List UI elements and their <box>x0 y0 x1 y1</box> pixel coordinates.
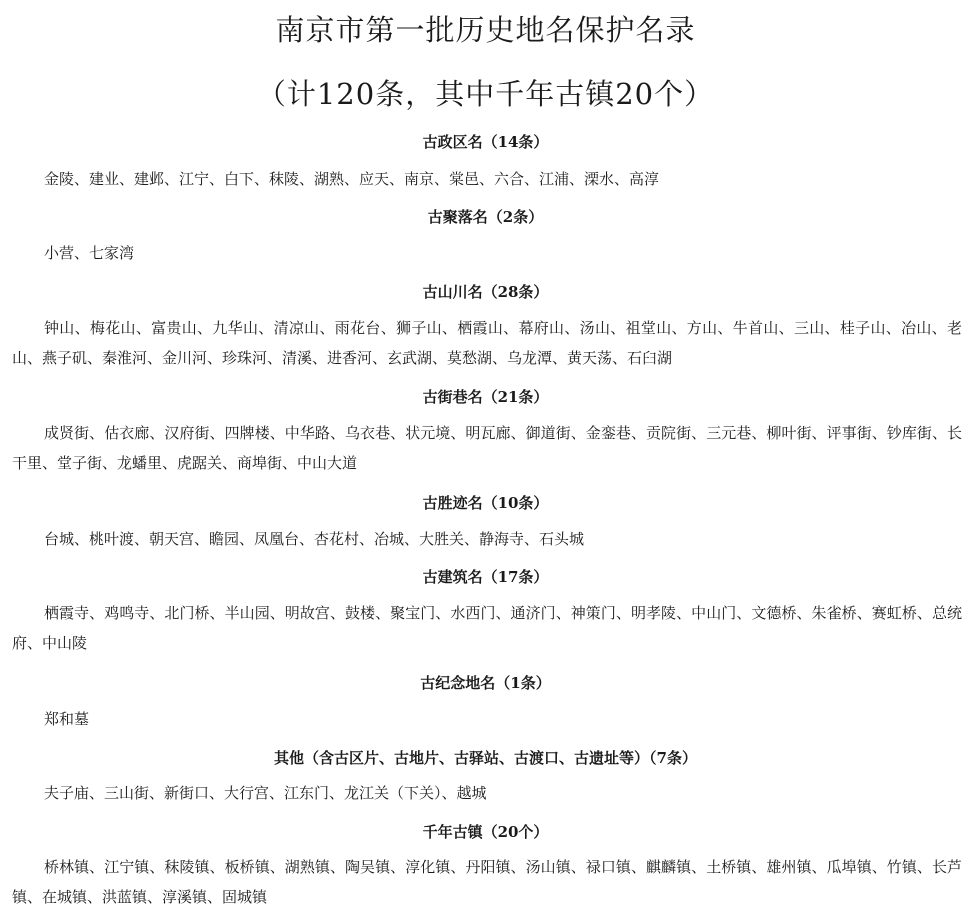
section-heading-ancient-settlement: 古聚落名（2条） <box>427 208 544 226</box>
section-content-ancient-mountains-rivers: 钟山、梅花山、富贵山、九华山、清凉山、雨花台、狮子山、栖霞山、幕府山、汤山、祖堂山、方山、牛首山、三山、桂子山、冶山、老山、燕子矶、秦淮河、金川河、珍珠河、清溪、进香河、玄武湖、莫愁湖、乌龙潭、黄天荡、石臼湖 <box>12 319 962 367</box>
section-content-others: 夫子庙、三山街、新街口、大行宫、江东门、龙江关（下关）、越城 <box>44 784 487 802</box>
section-heading-ancient-sites: 古胜迹名（10条） <box>422 494 549 512</box>
section-content-ancient-buildings: 栖霞寺、鸡鸣寺、北门桥、半山园、明故宫、鼓楼、聚宝门、水西门、通济门、神策门、明孝陵、中山门、文德桥、朱雀桥、赛虹桥、总统府、中山陵 <box>12 604 962 652</box>
section-content-millennium-towns: 桥林镇、江宁镇、秣陵镇、板桥镇、湖熟镇、陶吴镇、淳化镇、丹阳镇、汤山镇、禄口镇、麒麟镇、土桥镇、雄州镇、瓜埠镇、竹镇、长芦镇、在城镇、洪蓝镇、淳溪镇、固城镇 <box>12 858 962 906</box>
page-subtitle: （计120条，其中千年古镇20个） <box>256 77 715 111</box>
section-heading-ancient-buildings: 古建筑名（17条） <box>422 568 549 586</box>
section-heading-millennium-towns: 千年古镇（20个） <box>422 823 549 841</box>
section-content-ancient-settlement: 小营、七家湾 <box>44 244 135 262</box>
section-heading-ancient-streets: 古街巷名（21条） <box>422 388 549 406</box>
section-content-ancient-administrative: 金陵、建业、建邺、江宁、白下、秣陵、湖熟、应天、南京、棠邑、六合、江浦、溧水、高淳 <box>44 170 660 188</box>
section-heading-ancient-mountains-rivers: 古山川名（28条） <box>422 283 549 301</box>
section-content-ancient-sites: 台城、桃叶渡、朝天宫、瞻园、凤凰台、杏花村、冶城、大胜关、静海寺、石头城 <box>44 530 585 548</box>
section-heading-ancient-memorial: 古纪念地名（1条） <box>420 674 551 692</box>
section-content-ancient-memorial: 郑和墓 <box>44 710 90 728</box>
section-content-ancient-streets: 成贤街、估衣廊、汉府街、四牌楼、中华路、乌衣巷、状元境、明瓦廊、御道街、金銮巷、贡院街、三元巷、柳叶街、评事街、钞库街、长干里、堂子街、龙蟠里、虎踞关、商埠街、中山大道 <box>12 424 962 472</box>
section-heading-ancient-administrative: 古政区名（14条） <box>422 133 549 151</box>
section-heading-others: 其他（含古区片、古地片、古驿站、古渡口、古遗址等）（7条） <box>274 749 697 767</box>
page-title: 南京市第一批历史地名保护名录 <box>275 13 696 47</box>
